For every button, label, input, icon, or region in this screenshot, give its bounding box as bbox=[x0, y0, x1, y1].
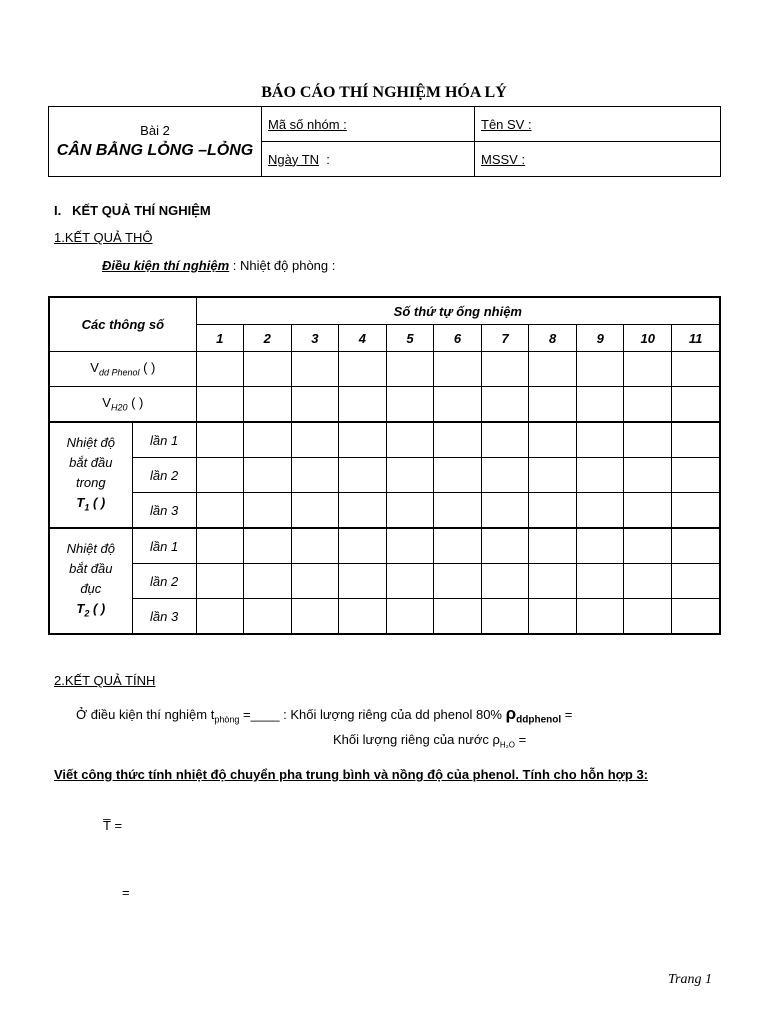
v-phenol-main: V bbox=[90, 360, 99, 376]
input-cell[interactable] bbox=[624, 458, 672, 493]
lesson-number: Bài 2 bbox=[140, 123, 170, 138]
tube-number: 7 bbox=[482, 325, 529, 352]
input-cell[interactable] bbox=[624, 352, 672, 387]
line2-rho: ρ bbox=[492, 732, 500, 747]
input-cell[interactable] bbox=[577, 422, 624, 458]
t1-sub: 1 bbox=[84, 502, 90, 513]
t2-symbol bbox=[50, 599, 132, 624]
t2-sub: 2 bbox=[84, 608, 90, 619]
tbar-formula: T̅ = bbox=[103, 818, 123, 833]
equals-line: = bbox=[122, 885, 130, 900]
tube-number: 1 bbox=[196, 325, 243, 352]
input-cell[interactable] bbox=[482, 387, 529, 423]
lesson-cell bbox=[49, 107, 262, 177]
section1-title: KẾT QUẢ THÍ NGHIỆM bbox=[72, 203, 211, 218]
input-cell[interactable] bbox=[243, 458, 291, 493]
input-cell[interactable] bbox=[577, 387, 624, 423]
input-cell[interactable] bbox=[196, 599, 243, 635]
input-cell[interactable] bbox=[672, 422, 720, 458]
input-cell[interactable] bbox=[624, 564, 672, 599]
section1-sub: 1.KẾT QUẢ THÔ bbox=[54, 230, 153, 245]
input-cell[interactable] bbox=[386, 422, 433, 458]
input-cell[interactable] bbox=[672, 599, 720, 635]
group-cell bbox=[262, 107, 475, 142]
input-cell[interactable] bbox=[434, 458, 482, 493]
condition-line-2 bbox=[76, 704, 572, 726]
input-cell[interactable] bbox=[338, 387, 386, 423]
input-cell[interactable] bbox=[577, 352, 624, 387]
v-phenol-unit: ( ) bbox=[139, 360, 156, 376]
v-h2o-label bbox=[49, 387, 196, 423]
t1-line2: bắt đầu bbox=[69, 454, 113, 470]
date-cell bbox=[262, 142, 475, 177]
input-cell[interactable] bbox=[577, 528, 624, 564]
row-t1-run2 bbox=[49, 458, 720, 493]
input-cell[interactable] bbox=[243, 564, 291, 599]
input-cell[interactable] bbox=[624, 599, 672, 635]
input-cell[interactable] bbox=[291, 422, 338, 458]
input-cell[interactable] bbox=[291, 387, 338, 423]
input-cell[interactable] bbox=[434, 387, 482, 423]
t2-line1: Nhiệt độ bbox=[66, 540, 116, 556]
input-cell[interactable] bbox=[243, 387, 291, 423]
input-cell[interactable] bbox=[624, 387, 672, 423]
tube-number: 6 bbox=[434, 325, 482, 352]
row-t2-run2 bbox=[49, 564, 720, 599]
input-cell[interactable] bbox=[529, 599, 577, 635]
line1-a: Ở điều kiện thí nghiệm t bbox=[76, 707, 215, 722]
section1-heading bbox=[54, 203, 211, 218]
input-cell[interactable] bbox=[672, 564, 720, 599]
rho-sub: ddphenol bbox=[516, 714, 562, 726]
input-cell[interactable] bbox=[243, 528, 291, 564]
tube-header: Số thứ tự ống nhiệm bbox=[196, 297, 720, 325]
input-cell[interactable] bbox=[529, 493, 577, 529]
page-title: BÁO CÁO THÍ NGHIỆM HÓA LÝ bbox=[261, 84, 507, 101]
input-cell[interactable] bbox=[196, 564, 243, 599]
input-cell[interactable] bbox=[386, 528, 433, 564]
row-t1-run3 bbox=[49, 493, 720, 529]
v-h2o-unit: ( ) bbox=[127, 395, 144, 411]
t1-unit: ( ) bbox=[89, 494, 106, 510]
input-cell[interactable] bbox=[434, 599, 482, 635]
id-cell bbox=[475, 142, 721, 177]
input-cell[interactable] bbox=[529, 352, 577, 387]
tube-number: 3 bbox=[291, 325, 338, 352]
input-cell[interactable] bbox=[672, 387, 720, 423]
input-cell[interactable] bbox=[291, 493, 338, 529]
run-label: lần 1 bbox=[132, 422, 196, 458]
t1-line3: trong bbox=[75, 474, 106, 490]
input-cell[interactable] bbox=[672, 352, 720, 387]
date-colon: : bbox=[326, 151, 330, 167]
input-cell[interactable] bbox=[577, 599, 624, 635]
run-label: lần 3 bbox=[132, 493, 196, 529]
results-table bbox=[48, 296, 721, 635]
input-cell[interactable] bbox=[434, 352, 482, 387]
tube-number: 11 bbox=[672, 325, 720, 352]
row-t2-run3 bbox=[49, 599, 720, 635]
input-cell[interactable] bbox=[291, 458, 338, 493]
student-cell bbox=[475, 107, 721, 142]
condition-line bbox=[102, 258, 335, 273]
input-cell[interactable] bbox=[338, 458, 386, 493]
input-cell[interactable] bbox=[196, 493, 243, 529]
input-cell[interactable] bbox=[577, 564, 624, 599]
input-cell[interactable] bbox=[482, 422, 529, 458]
group-label: Mã số nhóm : bbox=[268, 116, 347, 132]
t2-line3: đục bbox=[80, 580, 102, 596]
input-cell[interactable] bbox=[672, 528, 720, 564]
instruction: Viết công thức tính nhiệt độ chuyển pha trung bình và nồng độ của phenol. Tính cho hỗn hợp 3: bbox=[54, 767, 649, 782]
line2-eq: = bbox=[515, 732, 527, 747]
input-cell[interactable] bbox=[624, 528, 672, 564]
input-cell[interactable] bbox=[672, 493, 720, 529]
header-table bbox=[48, 106, 721, 177]
section1-number: I. bbox=[54, 203, 62, 218]
date-label: Ngày TN bbox=[268, 151, 320, 167]
page-footer: Trang 1 bbox=[668, 972, 712, 987]
input-cell[interactable] bbox=[434, 528, 482, 564]
input-cell[interactable] bbox=[482, 493, 529, 529]
row-t2-run1 bbox=[49, 528, 720, 564]
input-cell[interactable] bbox=[482, 352, 529, 387]
input-cell[interactable] bbox=[434, 564, 482, 599]
input-cell[interactable] bbox=[338, 528, 386, 564]
input-cell[interactable] bbox=[243, 352, 291, 387]
input-cell[interactable] bbox=[529, 458, 577, 493]
tube-number: 4 bbox=[338, 325, 386, 352]
input-cell[interactable] bbox=[243, 599, 291, 635]
v-h2o-main: V bbox=[102, 395, 111, 411]
input-cell[interactable] bbox=[338, 422, 386, 458]
tube-number: 8 bbox=[529, 325, 577, 352]
input-cell[interactable] bbox=[672, 458, 720, 493]
input-cell[interactable] bbox=[386, 564, 433, 599]
input-cell[interactable] bbox=[386, 352, 433, 387]
t1-symbol bbox=[50, 493, 132, 518]
input-cell[interactable] bbox=[624, 493, 672, 529]
tube-number: 9 bbox=[577, 325, 624, 352]
input-cell[interactable] bbox=[291, 528, 338, 564]
line2-sub: H₂O bbox=[499, 740, 515, 750]
t2-line2: bắt đầu bbox=[69, 560, 113, 576]
input-cell[interactable] bbox=[434, 422, 482, 458]
row-v-phenol bbox=[49, 352, 720, 387]
t1-line1: Nhiệt độ bbox=[66, 434, 116, 450]
condition-text: : Nhiệt độ phòng : bbox=[229, 258, 336, 273]
input-cell[interactable] bbox=[196, 458, 243, 493]
input-cell[interactable] bbox=[291, 599, 338, 635]
input-cell[interactable] bbox=[529, 422, 577, 458]
param-header: Các thông số bbox=[49, 297, 196, 352]
tube-number: 2 bbox=[243, 325, 291, 352]
input-cell[interactable] bbox=[338, 493, 386, 529]
lesson-name: CÂN BẰNG LỎNG –LỎNG bbox=[56, 142, 254, 159]
input-cell[interactable] bbox=[196, 387, 243, 423]
run-label: lần 2 bbox=[132, 458, 196, 493]
input-cell[interactable] bbox=[243, 493, 291, 529]
rho-symbol: ρ bbox=[505, 704, 517, 723]
input-cell[interactable] bbox=[529, 387, 577, 423]
t1-t: T bbox=[76, 494, 85, 510]
input-cell[interactable] bbox=[577, 493, 624, 529]
input-cell[interactable] bbox=[386, 458, 433, 493]
line1-sub: phòng bbox=[214, 714, 240, 725]
student-label: Tên SV : bbox=[481, 116, 532, 132]
input-cell[interactable] bbox=[196, 352, 243, 387]
input-cell[interactable] bbox=[482, 564, 529, 599]
condition-label: Điều kiện thí nghiệm bbox=[102, 258, 230, 273]
line1-b: =____ bbox=[239, 707, 280, 722]
water-density-line bbox=[333, 732, 526, 750]
t1-label bbox=[49, 422, 132, 528]
line2-a: Khối lượng riêng của nước bbox=[333, 732, 493, 747]
row-v-h2o bbox=[49, 387, 720, 423]
input-cell[interactable] bbox=[434, 493, 482, 529]
input-cell[interactable] bbox=[386, 493, 433, 529]
id-label: MSSV : bbox=[481, 151, 526, 167]
input-cell[interactable] bbox=[338, 599, 386, 635]
input-cell[interactable] bbox=[529, 528, 577, 564]
v-phenol-label bbox=[49, 352, 196, 387]
input-cell[interactable] bbox=[338, 352, 386, 387]
input-cell[interactable] bbox=[482, 599, 529, 635]
input-cell[interactable] bbox=[386, 387, 433, 423]
input-cell[interactable] bbox=[243, 422, 291, 458]
v-h2o-sub: H20 bbox=[110, 402, 128, 413]
run-label: lần 1 bbox=[132, 528, 196, 564]
v-phenol-sub: dd Phenol bbox=[98, 367, 140, 378]
input-cell[interactable] bbox=[624, 422, 672, 458]
input-cell[interactable] bbox=[386, 599, 433, 635]
run-label: lần 3 bbox=[132, 599, 196, 635]
section2-sub: 2.KẾT QUẢ TÍNH bbox=[54, 673, 156, 688]
input-cell[interactable] bbox=[291, 564, 338, 599]
input-cell[interactable] bbox=[529, 564, 577, 599]
input-cell[interactable] bbox=[482, 458, 529, 493]
tube-number: 5 bbox=[386, 325, 433, 352]
t2-unit: ( ) bbox=[89, 600, 106, 616]
input-cell[interactable] bbox=[482, 528, 529, 564]
t2-label bbox=[49, 528, 132, 634]
input-cell[interactable] bbox=[577, 458, 624, 493]
line1-c: : Khối lượng riêng của dd phenol 80% bbox=[279, 707, 506, 722]
t2-t: T bbox=[76, 600, 85, 616]
input-cell[interactable] bbox=[291, 352, 338, 387]
run-label: lần 2 bbox=[132, 564, 196, 599]
row-t1-run1 bbox=[49, 422, 720, 458]
tube-number: 10 bbox=[624, 325, 672, 352]
input-cell[interactable] bbox=[196, 528, 243, 564]
rho-eq: = bbox=[561, 707, 573, 722]
input-cell[interactable] bbox=[196, 422, 243, 458]
input-cell[interactable] bbox=[338, 564, 386, 599]
